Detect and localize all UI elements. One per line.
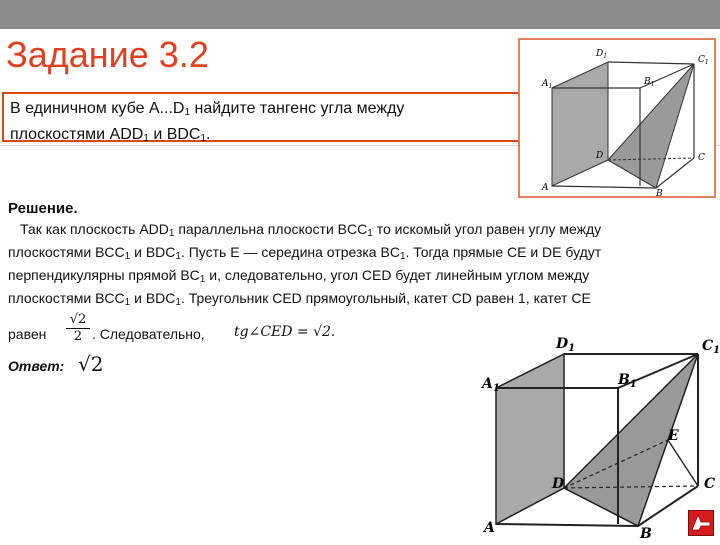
- subscript: 1: [199, 274, 206, 285]
- text-run: плоскостями BCC: [8, 290, 125, 306]
- svg-text:D1: $D_1$: [596, 49, 608, 60]
- svg-text:C: C: [698, 153, 705, 163]
- answer-value: √2: [78, 352, 104, 376]
- subscript: 1: [124, 297, 131, 308]
- formula: tg∠CED = √2.: [234, 324, 336, 340]
- cube-thumbnail-svg: [520, 40, 714, 196]
- svg-text:E: E: [668, 428, 679, 444]
- solution-heading: Решение.: [8, 200, 78, 217]
- svg-text:D1: $D_1$: [556, 336, 576, 354]
- slide-title: Задание 3.2: [6, 34, 209, 75]
- therefore-text: . Следовательно,: [92, 326, 205, 342]
- solution-line: [8, 220, 708, 243]
- cube-figure-svg: [470, 328, 720, 540]
- cube-figure: [470, 328, 720, 540]
- text-run: и, следовательно, угол CED будет линейным углом между: [205, 267, 590, 283]
- text-run: . Тогда прямые CE и DE будут: [405, 244, 602, 260]
- subscript: 1: [175, 297, 181, 308]
- text-run: параллельна плоскости BCC: [174, 221, 368, 237]
- svg-text:A: A: [542, 183, 549, 193]
- solution-line: [8, 289, 708, 312]
- svg-text:B1: $B_1$: [644, 77, 655, 88]
- subscript: 1: [399, 251, 406, 262]
- text-run: . Треугольник CED прямоугольный, катет CD равен 1, катет CE: [180, 290, 591, 306]
- svg-text:A1: $A_1$: [542, 79, 553, 90]
- text-run: . Пусть E — середина отрезка BC: [180, 244, 400, 260]
- text-run: Так как плоскость ADD: [20, 221, 169, 237]
- svg-text:A: A: [484, 520, 495, 536]
- text-run: и BDC: [130, 244, 176, 260]
- subscript: 1: [175, 251, 181, 262]
- fraction-numerator: √2: [66, 312, 90, 329]
- svg-text:C: C: [704, 476, 716, 492]
- svg-text:D: D: [596, 151, 604, 161]
- svg-text:C1: $C_1$: [698, 55, 709, 66]
- svg-text:B1: $B_1$: [618, 372, 637, 390]
- return-arrow-icon: [689, 511, 713, 535]
- svg-text:B: B: [656, 189, 663, 196]
- text-run: то искомый угол равен углу между: [372, 221, 602, 237]
- text-run: плоскостями BCC: [8, 244, 125, 260]
- task-line-2: плоскостями $ADD_1$ и $BDC_1$.: [10, 126, 211, 144]
- solution-body: [8, 220, 708, 312]
- top-bar: [0, 0, 720, 29]
- solution-line: [8, 243, 708, 266]
- equal-word: равен: [8, 326, 47, 342]
- text-run: и BDC: [130, 290, 176, 306]
- text-run: перпендикулярны прямой BC: [8, 267, 200, 283]
- ce-value-line: [8, 312, 468, 354]
- answer-label: Ответ:: [8, 358, 65, 374]
- fraction: [66, 312, 90, 344]
- svg-text:D: D: [552, 476, 565, 492]
- subscript: 1: [367, 228, 373, 239]
- svg-text:A1: $A_1$: [482, 376, 500, 394]
- subscript: 1: [168, 228, 175, 239]
- task-line-1: В единичном кубе $A...D_1$ найдите тангенс угла между: [10, 100, 405, 118]
- svg-text:B: B: [640, 526, 652, 540]
- task-statement: [2, 92, 538, 142]
- fraction-denominator: 2: [73, 329, 83, 344]
- subscript: 1: [124, 251, 131, 262]
- svg-text:C1: $C_1$: [702, 338, 720, 356]
- back-button[interactable]: [688, 510, 714, 536]
- solution-line: [8, 266, 708, 289]
- cube-thumbnail: [518, 38, 716, 198]
